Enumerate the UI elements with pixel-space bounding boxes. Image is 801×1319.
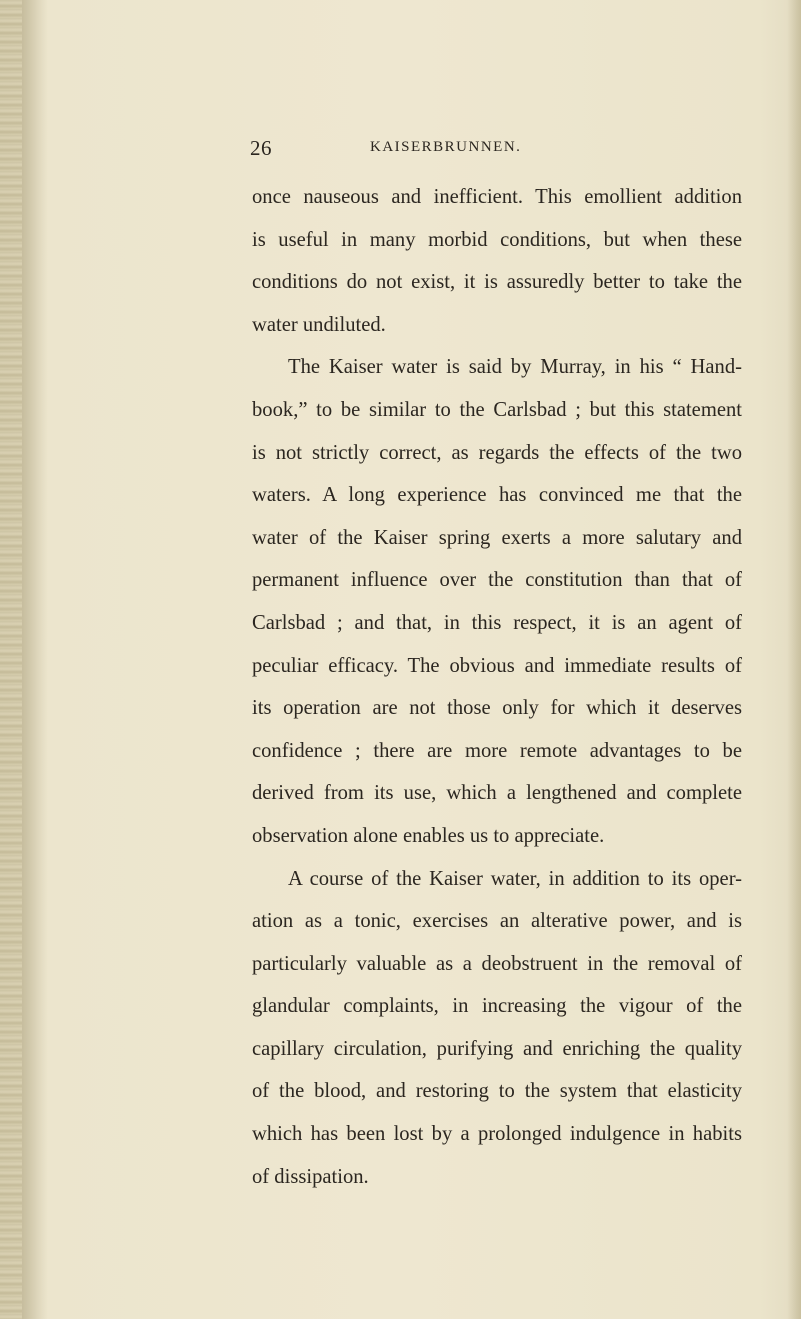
text-line: peculiar efficacy. The obvious and immediate results of — [252, 654, 742, 677]
text-line: its operation are not those only for which it deserves — [252, 697, 742, 720]
page-binding-edge — [0, 0, 22, 1319]
text-line: capillary circulation, purifying and enriching the quality — [252, 1037, 742, 1060]
text-line: confidence ; there are more remote advantages to be — [252, 739, 742, 762]
text-line: water undiluted. — [252, 313, 386, 336]
text-line: A course of the Kaiser water, in addition to its oper- — [288, 867, 742, 890]
text-line: permanent influence over the constitution than that of — [252, 569, 742, 592]
text-line: book,” to be similar to the Carlsbad ; but this statement — [252, 398, 742, 421]
text-line: of dissipation. — [252, 1165, 369, 1188]
page-header — [0, 136, 801, 166]
text-line: The Kaiser water is said by Murray, in his “ Hand- — [288, 356, 742, 379]
body-text — [252, 176, 742, 1198]
text-line: is not strictly correct, as regards the effects of the two — [252, 441, 742, 464]
text-line: particularly valuable as a deobstruent in the removal of — [252, 952, 742, 975]
text-line: derived from its use, which a lengthened and complete — [252, 782, 742, 805]
gutter-shadow — [22, 0, 48, 1319]
text-line: water of the Kaiser spring exerts a more salutary and — [252, 526, 742, 549]
text-line: ation as a tonic, exercises an alterative power, and is — [252, 910, 742, 933]
page-right-edge — [787, 0, 801, 1319]
text-line: which has been lost by a prolonged indulgence in habits — [252, 1123, 742, 1146]
text-line: is useful in many morbid conditions, but when these — [252, 228, 742, 251]
text-line: Carlsbad ; and that, in this respect, it is an agent of — [252, 611, 742, 634]
text-line: glandular complaints, in increasing the vigour of the — [252, 995, 742, 1018]
text-line: waters. A long experience has convinced me that the — [252, 484, 742, 507]
page-number: 26 — [250, 136, 272, 160]
text-line: of the blood, and restoring to the system that elasticity — [252, 1080, 742, 1103]
text-line: once nauseous and inefficient. This emollient addition — [252, 186, 742, 208]
text-line: observation alone enables us to appreciate. — [252, 824, 605, 847]
text-line: conditions do not exist, it is assuredly better to take the — [252, 271, 742, 294]
running-head: KAISERBRUNNEN. — [370, 139, 522, 155]
